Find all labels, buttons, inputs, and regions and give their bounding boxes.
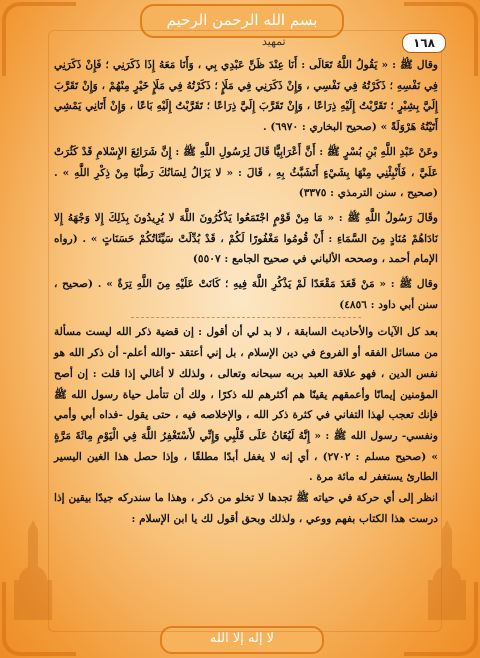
paragraph: انظر إلى أي حركة في حياته ﷺ تجدها لا تخلو من ذكر ، وهذا ما سندركه جيدًا بيقين إذا درست هذا الكتاب بفهم ووعي ، ولذلك وبحق أقول لك يا ابن الإسلام :: [54, 492, 438, 525]
page-number: ١٦٨: [402, 33, 446, 53]
body-text: [54, 55, 438, 529]
chapter-header: تمهيد: [262, 35, 286, 48]
top-calligraphy-ornament: بسم الله الرحمن الرحيم: [140, 4, 344, 38]
section-divider: [131, 317, 361, 318]
paragraph: وقال ﷺ : « مَنْ قَعَدَ مَقْعَدًا لَمْ يَذْكُرِ اللَّهَ فِيهِ ؛ كَانَتْ عَلَيْهِ مِنَ اللَّهِ تِرَةٌ » . (صحيح ، سنن أبي داود : ٤٨٥٦): [54, 278, 438, 311]
paragraph: وعَنْ عَبْدِ اللَّهِ بْنِ بُسْرٍ ﷺ : أَنَّ أَعْرَابِيًّا قَالَ لِرَسُولِ اللَّهِ ﷺ : إِنَّ شَرَائِعَ الإِسْلامِ قَدْ كَثُرَتْ عَلَيَّ ، فَأَنْبِئْنِي مِنْهَا بِشَيْءٍ أَتَشَبَّثُ بِهِ ، قَالَ : « لا يَزَالُ لِسَانُكَ رَطْبًا مِنْ ذِكْرِ اللَّهِ » . (صحيح ، سنن الترمذي : ٣٣٧٥): [54, 145, 438, 200]
paragraph: بعد كل الآيات والأحاديث السابقة ، لا بد لي أن أقول : إن قضية ذكر الله ليست مسألة من مسائل الفقه أو الفروع في دين الإسلام ، بل إني أعتقد -والله أعلم- أن ذكر الله هو نفس الدين ، فهو علاقة العبد بربه سبحانه وتعالى ، ولذلك لا أغالي إذا قلت : إن أصح المؤمنين إيمانًا وأعمقهم يقينًا هم أكثرهم لله ذكرًا ، ولك أن تتأمل حياة رسول الله ﷺ فإنك تعجب لهذا التفاني في كثرة ذكر الله ، والإخلاصه فيه ، حتى يقول -فداه أبي وأمي ونفسي- رسول الله ﷺ : « إِنَّهُ لَيُغَانُ عَلَى قَلْبِي وَإِنِّي لأَسْتَغْفِرُ اللَّهَ فِي الْيَوْمِ مِائَةَ مَرَّةٍ » (صحيح مسلم : ٢٧٠٢) ، أي إنه لا يغفل أبدًا مطلقًا ، وإذا حصل هذا الغين اليسير الطارئ يستغفر له مائة مرة .: [54, 326, 438, 484]
paragraph: وقَالَ رَسُولُ اللَّهِ ﷺ : « مَا مِنْ قَوْمٍ اجْتَمَعُوا يَذْكُرُونَ اللَّهَ لا يُرِيدُونَ بِذَلِكَ إِلا وَجْهَهُ إِلا نَادَاهُمْ مُنَادٍ مِنَ السَّمَاءِ : أَنْ قُومُوا مَغْفُورًا لَكُمْ ، قَدْ بُدِّلَتْ سَيِّئَاتُكُمْ حَسَنَاتٍ » . (رواه الإمام أحمد ، وصححه الألباني في صحيح الجامع : ٥٥٠٧): [54, 211, 438, 266]
paragraph: وقال ﷺ : « يَقُولُ اللَّهُ تَعَالَى : أَنَا عِنْدَ ظَنِّ عَبْدِي بِي ، وَأَنَا مَعَهُ إِذَا ذَكَرَنِي ؛ فَإِنْ ذَكَرَنِي فِي نَفْسِهِ ؛ ذَكَرْتُهُ فِي نَفْسِي ، وَإِنْ ذَكَرَنِي فِي مَلَإٍ ؛ ذَكَرْتُهُ فِي مَلَإٍ خَيْرٍ مِنْهُمْ ، وَإِنْ تَقَرَّبَ إِلَيَّ بِشِبْرٍ ؛ تَقَرَّبْتُ إِلَيْهِ ذِرَاعًا ، وَإِنْ تَقَرَّبَ إِلَيَّ ذِرَاعًا ؛ تَقَرَّبْتُ إِلَيْهِ بَاعًا ، وَإِنْ أَتَانِي يَمْشِي أَتَيْتُهُ هَرْوَلَةً » (صحيح البخاري : ٦٩٧٠) .: [54, 59, 438, 134]
bottom-calligraphy-ornament: لا إله إلا الله: [160, 626, 324, 654]
